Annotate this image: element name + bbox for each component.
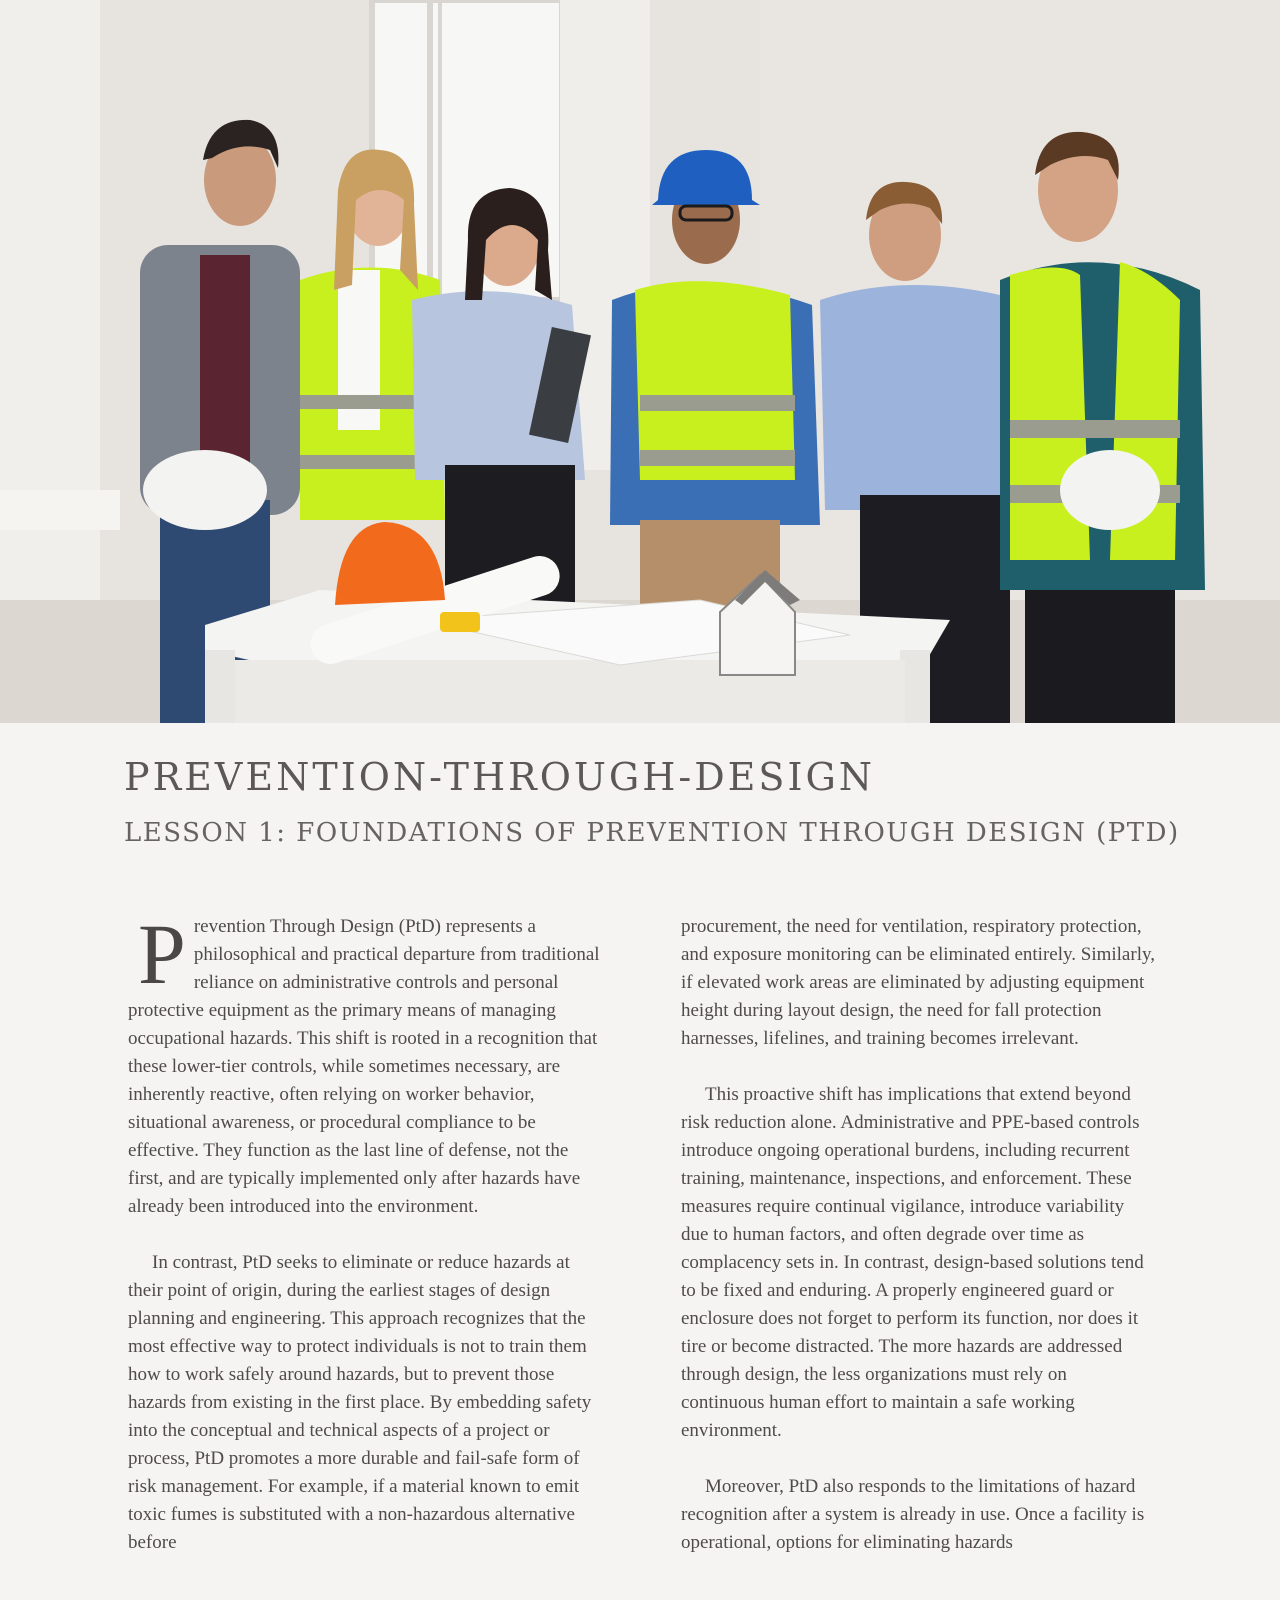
team-photo-illustration (0, 0, 1280, 723)
drop-cap: P (138, 906, 186, 1002)
lesson-subtitle: LESSON 1: FOUNDATIONS OF PREVENTION THROUGH DESIGN (PTD) (124, 818, 1180, 848)
page-title: PREVENTION-THROUGH-DESIGN (124, 755, 876, 799)
paragraph-3: procurement, the need for ventilation, respiratory protection, and exposure monitoring can be eliminated entirely. Similarly, if elevated work areas are eliminated by adjusting equipment height during layout design, the need for fall protection harnesses, lifelines, and training becomes irrelevant. (681, 916, 1155, 1049)
paragraph-4: This proactive shift has implications that extend beyond risk reduction alone. Administrative and PPE-based controls introduce ongoing operational burdens, including recurrent training, maintenance, inspections, and enforcement. These measures require continual vigilance, introduce variability due to human factors, and often degrade over time as complacency sets in. In contrast, design-based solutions tend to be fixed and enduring. A properly engineered guard or enclosure does not forget to perform its function, nor does it tire or become distracted. The more hazards are addressed through design, the less organizations must rely on continuous human effort to maintain a safe working environment. (681, 1084, 1144, 1441)
paragraph-5: Moreover, PtD also responds to the limitations of hazard recognition after a system is already in use. Once a facility is operational, options for eliminating hazards (681, 1476, 1145, 1553)
paragraph-1-text: revention Through Design (PtD) represents a philosophical and practical departure from traditional reliance on administrative controls and personal protective equipment as the primary means of managing occupational hazards. This shift is rooted in a recognition that these lower-tier controls, while sometimes necessary, are inherently reactive, often relying on worker behavior, situational awareness, or procedural compliance to be effective. They function as the last line of defense, not the first, and are typically implemented only after hazards have already been introduced into the environment. (128, 916, 600, 1217)
body-column-right (681, 913, 1155, 1585)
hero-image (0, 0, 1280, 723)
paragraph-1 (128, 906, 602, 1221)
body-column-left (128, 906, 602, 1585)
paragraph-2: In contrast, PtD seeks to eliminate or reduce hazards at their point of origin, during the earliest stages of design planning and engineering. This approach recognizes that the most effective way to protect individuals is not to train them how to work safely around hazards, but to prevent those hazards from existing in the first place. By embedding safety into the conceptual and technical aspects of a project or process, PtD promotes a more durable and fail-safe form of risk management. For example, if a material known to emit toxic fumes is substituted with a non-hazardous alternative before (128, 1252, 592, 1553)
